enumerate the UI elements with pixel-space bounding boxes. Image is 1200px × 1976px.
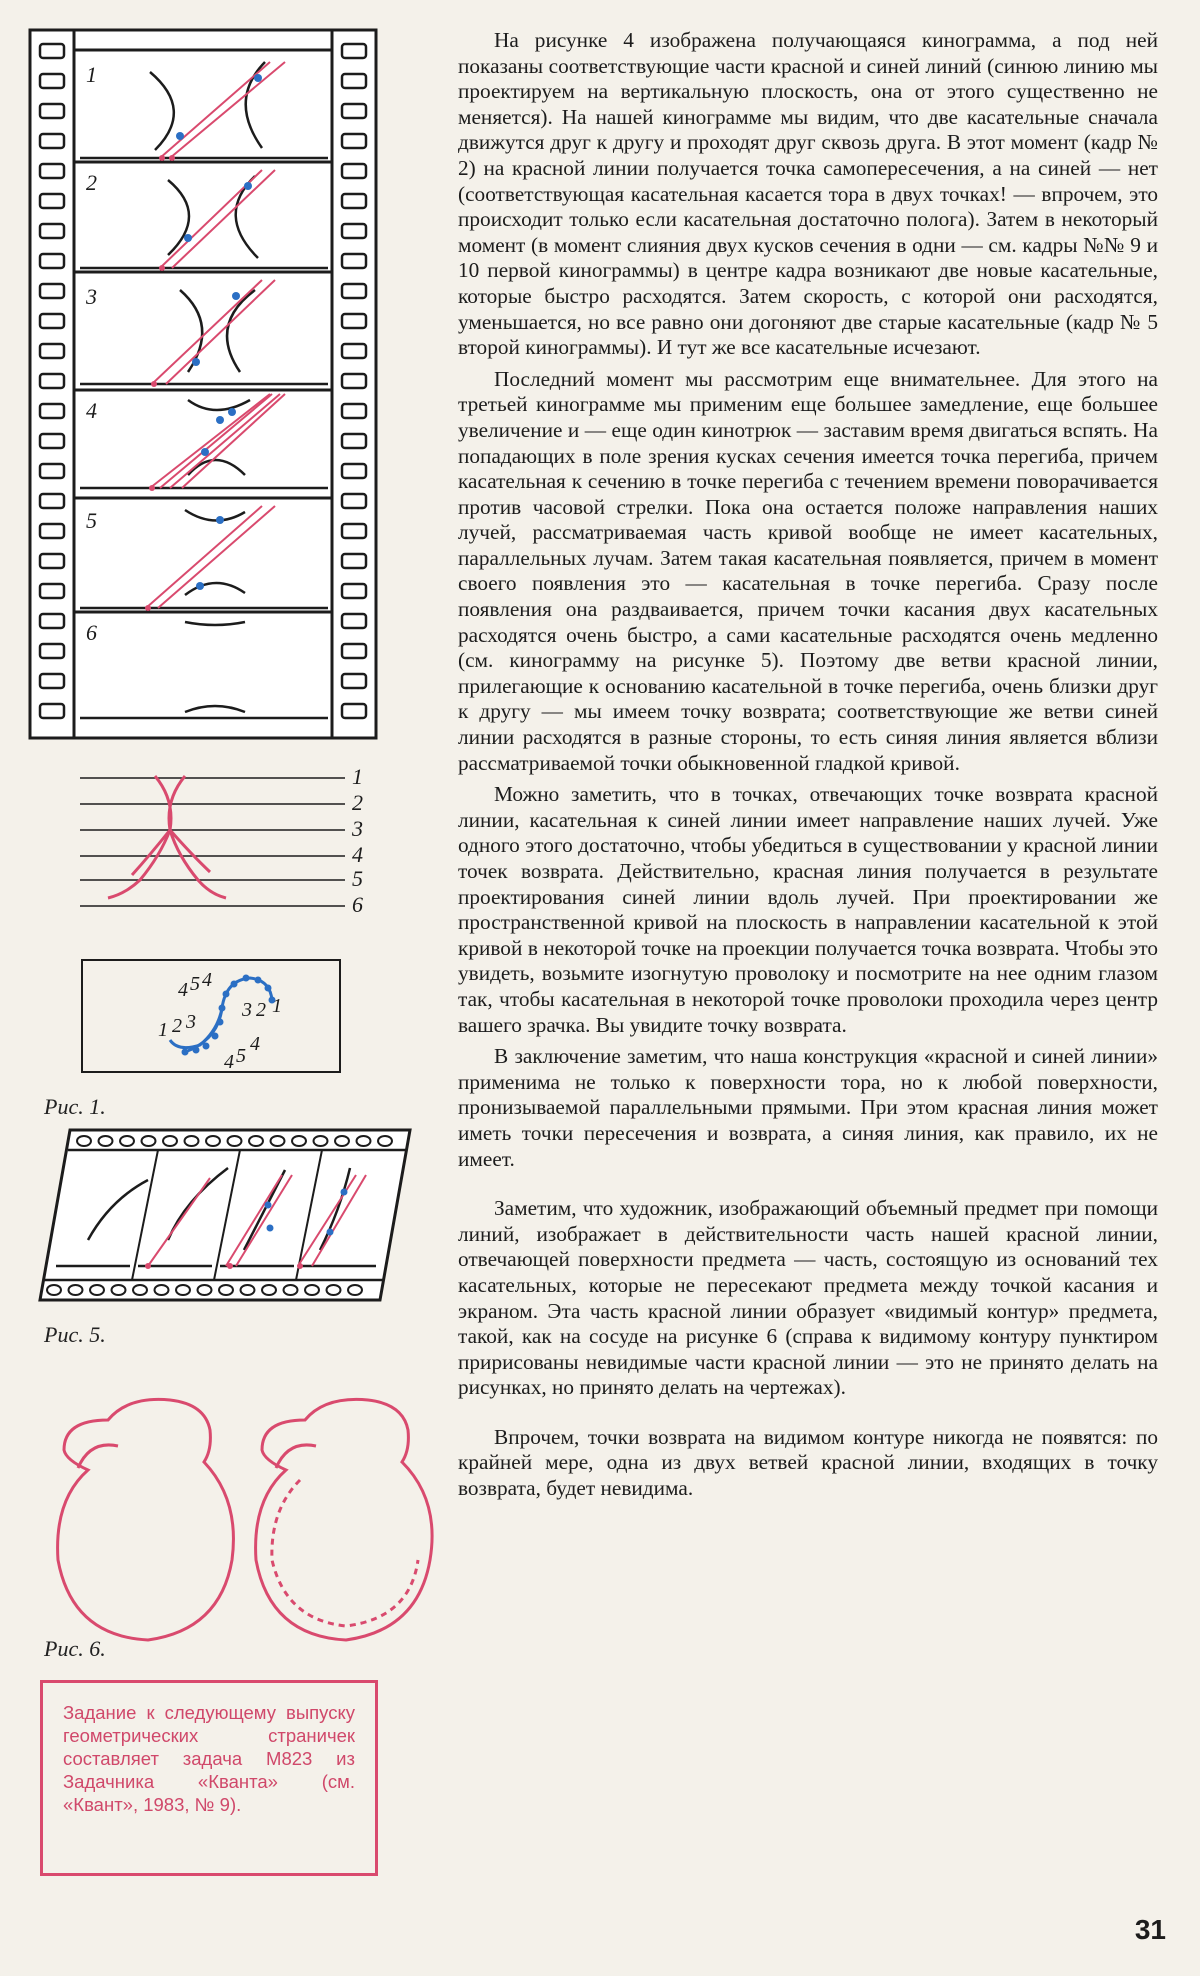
cusp-label-1b: 1 bbox=[272, 995, 282, 1017]
paragraph-4: В заключение заметим, что наша конструкция «красной и синей линии» применима не только к поверхности тора, но к любой поверхности, пронизываемой параллельными прямыми. При этом красная линия может иметь точки пересечения и возврата, а синяя линия, как правило, их не имеет. bbox=[458, 1044, 1158, 1171]
frame-label-2: 2 bbox=[86, 170, 97, 195]
line-label-6: 6 bbox=[352, 892, 363, 917]
line-label-2: 2 bbox=[352, 790, 363, 815]
frame-label-1: 1 bbox=[86, 62, 97, 87]
page-number: 31 bbox=[1134, 1914, 1166, 1945]
cusp-label-4c: 4 bbox=[224, 1051, 234, 1073]
frame-label-6: 6 bbox=[86, 620, 97, 645]
fig1-red-curve bbox=[80, 764, 363, 917]
line-label-5: 5 bbox=[352, 866, 363, 891]
task-box bbox=[40, 1680, 378, 1876]
frame-label-5: 5 bbox=[86, 508, 97, 533]
paragraph-1: На рисунке 4 изображена получающаяся кинограмма, а под ней показаны соответствующие части красной и синей линий (синюю линию мы проектируем на вертикальную плоскость, она от этого существенно не меняется). На нашей кинограмме мы видим, что две касательные сначала движутся друг к другу и проходят друг сквозь друга. В этот момент (кадр № 2) на красной линии получается точка самопересечения, а на синей — нет (соответствующая касательная касается тора в двух точках! — впрочем, это происходит только если касательная достаточно полога). Затем в некоторый момент (в момент слияния двух кусков сечения в одни — см. кадры №№ 9 и 10 первой кинограммы) в центре кадра возникают две новые касательные, которые быстро расходятся. Затем скорость, с которой они расходятся, уменьшается, но все равно они догоняют две старые касательные (кадр № 5 второй кинограммы). И тут же все касательные исчезают. bbox=[458, 28, 1158, 360]
cusp-label-4d: 4 bbox=[250, 1033, 260, 1055]
cusp-label-3b: 3 bbox=[242, 999, 252, 1021]
fig5-caption: Рис. 5. bbox=[44, 1322, 106, 1347]
cusp-label-2b: 2 bbox=[256, 999, 266, 1021]
task-box-text: Задание к следующему выпуску геометрических страничек составляет задача М823 из Задачника «Кванта» (см. «Квант», 1983, № 9). bbox=[63, 1702, 355, 1815]
fig1-blue-curve bbox=[82, 960, 340, 1073]
fig6-caption: Рис. 6. bbox=[44, 1636, 106, 1661]
paragraph-6: Впрочем, точки возврата на видимом контуре никогда не появятся: по крайней мере, одна из двух ветвей красной линии, входящих в точку возврата, будет невидима. bbox=[458, 1424, 1158, 1501]
paragraph-3: Можно заметить, что в точках, отвечающих точке возврата красной линии, касательная к синей линии имеет направление наших лучей. Уже одного этого достаточно, чтобы убедиться в существовании у красной линии точек возврата. Действительно, красная линия получается в результате проектирования синей линии вдоль лучей. При проектировании же пространственной кривой на плоскость в направлении касательной к этой кривой в некоторой точке на проекции получается точка возврата. Чтобы это увидеть, возьмите изогнутую проволоку и посмотрите на нее одним глазом так, чтобы касательная в некоторой точке проволоки проходила через центр вашего зрачка. Вы увидите точку возврата. bbox=[458, 782, 1158, 1037]
cusp-label-4a: 4 bbox=[178, 979, 188, 1001]
line-label-3: 3 bbox=[352, 816, 363, 841]
cusp-label-2a: 2 bbox=[172, 1015, 182, 1037]
cusp-label-5a: 5 bbox=[190, 973, 200, 995]
paragraph-5: Заметим, что художник, изображающий объемный предмет при помощи линий, изображает в действительности часть нашей красной линии, отвечающей поверхности предмета — часть, состоящую из оснований тех касательных, которые не пересекают предмета между точкой касания и экраном. Эта часть красной линии образует «видимый контур» предмета, такой, как на сосуде на рисунке 6 (справа к видимому контуру пунктиром пририсованы невидимые части красной линии — это не принято делать на рисунках, но принято делать на чертежах). bbox=[458, 1196, 1158, 1400]
cusp-label-1a: 1 bbox=[158, 1019, 168, 1041]
fig1-caption: Рис. 1. bbox=[44, 1094, 106, 1119]
fig1-filmstrip bbox=[30, 30, 376, 738]
line-label-1: 1 bbox=[352, 764, 363, 789]
frame-label-4: 4 bbox=[86, 398, 97, 423]
cusp-label-5b: 5 bbox=[236, 1045, 246, 1067]
cusp-label-4b: 4 bbox=[202, 969, 212, 991]
fig5-filmstrip bbox=[40, 1130, 410, 1300]
paragraph-2: Последний момент мы рассмотрим еще внимательнее. Для этого на третьей кинограмме мы применим еще большее замедление, еще большее увеличение и — еще один кинотрюк — заставим время двигаться вспять. На попадающих в поле зрения кусках сечения имеется точка перегиба, причем касательная к сечению в точке перегиба с течением времени поворачивается против часовой стрелки. Пока она остается положе направления наших лучей, рассматриваемая часть кривой вообще не имеет касательных, параллельных лучам. Затем такая касательная появляется, причем в момент своего появления это — касательная в точке перегиба. Сразу после появления она раздваивается, причем точки касания двух касательных расходятся очень быстро, а сами касательные расходятся очень медленно (см. кинограмму на рисунке 5). Поэтому две ветви красной линии, прилегающие к основанию касательной в точке перегиба, очень близки друг к другу — мы имеем точку возврата; соответствующие же ветви синей линии расходятся в разные стороны, то есть синяя линия является вблизи рассматриваемой точки обыкновенной гладкой кривой. bbox=[458, 366, 1158, 775]
cusp-label-3a: 3 bbox=[186, 1011, 196, 1033]
line-label-4: 4 bbox=[352, 842, 363, 867]
frame-label-3: 3 bbox=[86, 284, 97, 309]
article-text bbox=[458, 28, 1158, 1508]
fig6-vessels bbox=[58, 1399, 433, 1640]
